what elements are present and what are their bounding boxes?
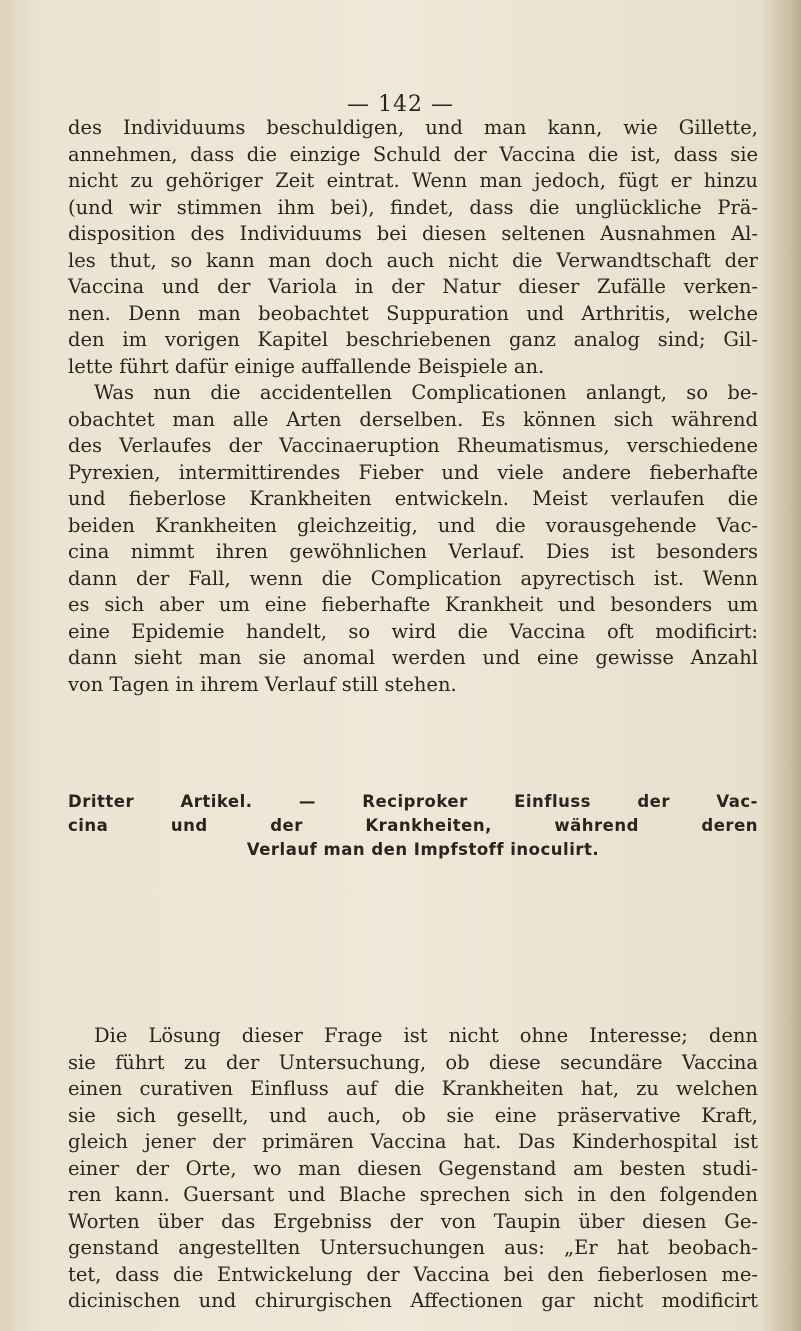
text-line: genstand angestellten Untersuchungen aus: „Er hat beobach- [68,1236,758,1259]
text-line: disposition des Individuums bei diesen seltenen Ausnahmen Al- [68,222,758,245]
text-line: einer der Orte, wo man diesen Gegenstand am besten studi- [68,1156,758,1180]
text-line: und fieberlose Krankheiten entwickeln. Meist verlaufen die [68,487,758,510]
text-line: les thut, so kann man doch auch nicht die Verwandtschaft der [68,248,758,272]
text-line: des Individuums beschuldigen, und man kann, wie Gillette, [68,116,758,139]
text-line: beiden Krankheiten gleichzeitig, und die vorausgehende Vac- [68,513,758,537]
heading-line: Dritter Artikel. — Reciproker Einfluss der Vac- [68,792,758,811]
paragraph-complications [68,380,758,698]
text-line: nen. Denn man beobachtet Suppuration und Arthritis, welche [68,301,758,325]
text-line: Was nun die accidentellen Complicationen anlangt, so be- [94,381,758,404]
text-line: Vaccina und der Variola in der Natur dieser Zufälle verken- [68,275,758,298]
text-line: nicht zu gehöriger Zeit eintrat. Wenn man jedoch, fügt er hinzu [68,169,758,192]
text-line: Pyrexien, intermittirendes Fieber und viele andere fieberhafte [68,460,758,484]
text-line: (und wir stimmen ihm bei), findet, dass die unglückliche Prä- [68,195,758,219]
text-line: des Verlaufes der Vaccinaeruption Rheumatismus, verschiedene [68,434,758,457]
page-number: — 142 — [347,92,454,117]
text-line: dann der Fall, wenn die Complication apyrectisch ist. Wenn [68,566,758,590]
text-line: von Tagen in ihrem Verlauf still stehen. [68,672,457,696]
paragraph-reciprocal-influence [68,1023,758,1315]
text-line: einen curativen Einfluss auf die Krankheiten hat, zu welchen [68,1077,758,1100]
text-line: tet, dass die Entwickelung der Vaccina bei den fieberlosen me- [68,1262,758,1286]
text-line: es sich aber um eine fieberhafte Krankheit und besonders um [68,593,758,616]
text-line: Die Lösung dieser Frage ist nicht ohne Interesse; denn [94,1024,758,1047]
text-line: annehmen, dass die einzige Schuld der Vaccina die ist, dass sie [68,142,758,166]
text-line: dicinischen und chirurgischen Affectionen gar nicht modificirt [68,1289,758,1312]
text-line: cina nimmt ihren gewöhnlichen Verlauf. Dies ist besonders [68,540,758,563]
text-line: gleich jener der primären Vaccina hat. Das Kinderhospital ist [68,1130,758,1153]
heading-line: Verlauf man den Impfstoff inoculirt. [246,840,600,859]
text-line: dann sieht man sie anomal werden und eine gewisse Anzahl [68,646,758,669]
text-line: Worten über das Ergebniss der von Taupin über diesen Ge- [68,1209,758,1233]
text-line: den im vorigen Kapitel beschriebenen ganz analog sind; Gil- [68,328,758,351]
text-line: sie führt zu der Untersuchung, ob diese secundäre Vaccina [68,1050,758,1074]
text-line: sie sich gesellt, und auch, ob sie eine präservative Kraft, [68,1103,758,1127]
paragraph-continuation [68,115,758,380]
text-line: ren kann. Guersant und Blache sprechen sich in den folgenden [68,1183,758,1206]
text-line: lette führt dafür einige auffallende Beispiele an. [68,354,545,378]
text-line: eine Epidemie handelt, so wird die Vaccina oft modificirt: [68,619,758,643]
section-heading [68,790,758,862]
text-line: obachtet man alle Arten derselben. Es können sich während [68,407,758,431]
heading-line: cina und der Krankheiten, während deren [68,816,758,835]
